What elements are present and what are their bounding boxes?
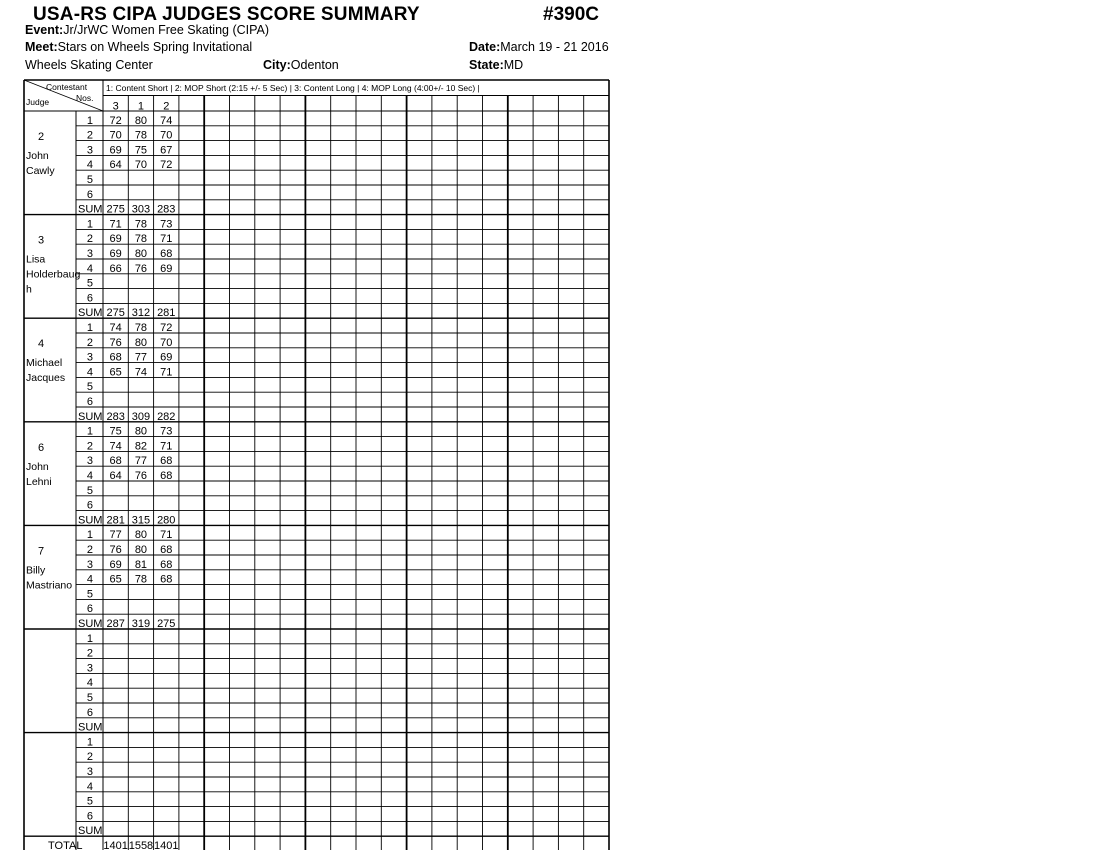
sum-value: 287 <box>106 618 125 630</box>
row-number: 1 <box>86 529 93 542</box>
total-value: 1401 <box>103 840 128 850</box>
row-number: 3 <box>86 662 93 675</box>
score-value: 72 <box>160 159 173 172</box>
sum-value: 281 <box>157 307 176 320</box>
score-value: 80 <box>134 114 148 127</box>
sum-value: 282 <box>157 410 176 423</box>
row-number: 5 <box>86 692 93 704</box>
score-value: 69 <box>160 262 173 275</box>
sum-label: SUM <box>78 514 103 527</box>
sum-label: SUM <box>78 410 103 423</box>
row-number: 4 <box>86 366 93 379</box>
row-number: 2 <box>86 440 93 453</box>
row-number: 4 <box>86 677 93 690</box>
judge-number: 4 <box>37 338 45 351</box>
row-number: 3 <box>86 558 93 571</box>
judge-number: 7 <box>37 545 45 558</box>
total-label: TOTAL <box>48 840 83 850</box>
score-value: 71 <box>160 366 173 379</box>
score-value: 82 <box>134 440 148 453</box>
row-number: 6 <box>86 188 93 201</box>
score-value: 77 <box>109 529 122 542</box>
score-value: 72 <box>109 114 122 127</box>
row-number: 5 <box>86 484 93 497</box>
sum-value: 283 <box>106 410 125 423</box>
judge-name: Holderbaug <box>26 268 81 281</box>
judge-number: 3 <box>37 234 45 247</box>
sum-value: 315 <box>131 514 151 527</box>
score-value: 77 <box>134 455 148 468</box>
row-number: 4 <box>86 780 93 793</box>
row-number: 2 <box>86 544 93 556</box>
score-value: 68 <box>109 455 122 468</box>
sum-value: 280 <box>157 514 176 527</box>
score-value: 75 <box>134 144 148 157</box>
score-value: 65 <box>109 573 122 586</box>
score-value: 65 <box>109 366 122 379</box>
sum-value: 275 <box>157 618 176 630</box>
sum-label: SUM <box>78 618 103 630</box>
judge-name: Mastriano <box>26 579 73 592</box>
sum-label: SUM <box>78 307 103 320</box>
score-value: 80 <box>134 544 148 556</box>
score-value: 76 <box>109 336 122 349</box>
judge-number: 6 <box>37 441 45 454</box>
venue-value: Wheels Skating Center <box>25 58 153 72</box>
row-number: 1 <box>86 736 93 749</box>
score-value: 69 <box>109 558 122 571</box>
sum-label: SUM <box>78 721 103 734</box>
judge-label: Judge <box>26 97 50 107</box>
row-number: 3 <box>86 351 93 364</box>
score-value: 68 <box>160 544 173 556</box>
row-number: 3 <box>86 248 93 260</box>
row-number: 1 <box>86 322 93 334</box>
judge-name: Cawly <box>26 165 55 177</box>
score-value: 73 <box>160 218 173 231</box>
row-number: 2 <box>86 233 93 246</box>
score-value: 76 <box>134 262 148 275</box>
row-number: 2 <box>86 129 93 142</box>
score-value: 78 <box>134 573 148 586</box>
score-value: 69 <box>160 351 173 364</box>
row-number: 5 <box>86 381 93 394</box>
row-number: 3 <box>86 144 93 157</box>
judge-name: Lehni <box>26 475 52 488</box>
date-label: Date: <box>469 40 501 54</box>
score-value: 78 <box>134 129 148 142</box>
row-number: 5 <box>86 174 93 186</box>
score-value: 69 <box>109 248 122 260</box>
score-value: 71 <box>160 440 173 453</box>
row-number: 3 <box>86 455 93 468</box>
row-number: 2 <box>86 336 93 349</box>
city-label: City: <box>263 58 291 72</box>
state-value: MD <box>503 58 524 72</box>
row-number: 1 <box>86 425 93 438</box>
sum-value: 309 <box>131 410 151 423</box>
score-value: 81 <box>134 558 148 571</box>
sum-label: SUM <box>78 203 103 216</box>
score-value: 68 <box>160 573 173 586</box>
contestant-number: 3 <box>112 100 119 113</box>
meet-value: Stars on Wheels Spring Invitational <box>57 40 253 54</box>
row-number: 4 <box>86 262 93 275</box>
row-number: 6 <box>86 706 93 719</box>
row-number: 5 <box>86 277 93 290</box>
sum-value: 281 <box>106 514 125 527</box>
sum-label: SUM <box>78 825 103 838</box>
row-number: 6 <box>86 396 93 408</box>
judge-name: John <box>26 150 49 162</box>
score-value: 70 <box>134 159 148 172</box>
score-value: 68 <box>109 351 122 364</box>
score-value: 68 <box>160 470 173 482</box>
row-number: 1 <box>86 114 93 127</box>
judge-number: 2 <box>37 131 45 143</box>
score-value: 80 <box>134 529 148 542</box>
row-number: 1 <box>86 218 93 231</box>
row-number: 3 <box>86 766 93 778</box>
score-value: 78 <box>134 233 148 246</box>
event-value: Jr/JrWC Women Free Skating (CIPA) <box>63 23 270 37</box>
score-value: 74 <box>160 114 173 127</box>
score-value: 70 <box>160 129 173 142</box>
sum-value: 275 <box>106 307 125 320</box>
score-value: 70 <box>160 336 173 349</box>
score-value: 74 <box>134 366 148 379</box>
contestant-number: 1 <box>137 100 145 113</box>
form-number: #390C <box>543 4 599 25</box>
state-label: State: <box>469 58 504 72</box>
row-number: 4 <box>86 470 93 482</box>
score-value: 74 <box>109 440 122 453</box>
score-value: 71 <box>160 233 173 246</box>
score-value: 71 <box>160 529 173 542</box>
score-value: 72 <box>160 322 173 334</box>
sum-value: 319 <box>131 618 151 630</box>
legend-text: 1: Content Short | 2: MOP Short (2:15 +/- 5 Sec) | 3: Content Long | 4: MOP Long (4:00+/- 10 Sec) | <box>106 83 480 93</box>
total-value: 1401 <box>154 840 179 850</box>
score-value: 80 <box>134 425 148 438</box>
row-number: 2 <box>86 751 93 764</box>
contestant-label: Contestant <box>46 82 88 92</box>
score-value: 78 <box>134 218 148 231</box>
judge-name: Billy <box>26 564 46 577</box>
judge-name: Lisa <box>26 253 46 266</box>
city-value: Odenton <box>290 58 339 72</box>
row-number: 6 <box>86 292 93 305</box>
row-number: 1 <box>86 632 93 645</box>
score-value: 66 <box>109 262 122 275</box>
contestant-number: 2 <box>163 100 170 113</box>
score-value: 73 <box>160 425 173 438</box>
row-number: 5 <box>86 795 93 808</box>
score-value: 69 <box>109 144 122 157</box>
score-value: 77 <box>134 351 148 364</box>
judge-name: Jacques <box>26 372 66 385</box>
score-value: 64 <box>109 470 122 482</box>
score-value: 68 <box>160 558 173 571</box>
page-title: USA-RS CIPA JUDGES SCORE SUMMARY <box>33 4 420 25</box>
date-value: March 19 - 21 2016 <box>500 40 609 54</box>
score-value: 74 <box>109 322 122 334</box>
row-number: 4 <box>86 159 93 172</box>
total-value: 1558 <box>128 840 154 850</box>
score-value: 80 <box>134 248 148 260</box>
score-value: 68 <box>160 455 173 468</box>
row-number: 2 <box>86 647 93 660</box>
score-value: 70 <box>109 129 122 142</box>
judge-name: John <box>26 460 49 473</box>
judge-name: Michael <box>26 357 63 370</box>
sum-value: 275 <box>106 203 125 216</box>
row-number: 5 <box>86 588 93 601</box>
score-value: 69 <box>109 233 122 246</box>
score-value: 76 <box>134 470 148 482</box>
row-number: 6 <box>86 499 93 512</box>
nos-label: Nos. <box>76 93 94 103</box>
row-number: 6 <box>86 810 93 823</box>
row-number: 6 <box>86 603 93 616</box>
meet-label: Meet: <box>25 40 58 54</box>
score-value: 64 <box>109 159 122 172</box>
sum-value: 283 <box>157 203 176 216</box>
score-value: 75 <box>109 425 122 438</box>
score-value: 76 <box>109 544 122 556</box>
event-label: Event: <box>25 23 64 37</box>
score-value: 68 <box>160 248 173 260</box>
score-value: 80 <box>134 336 148 349</box>
row-number: 4 <box>86 573 93 586</box>
score-value: 78 <box>134 322 148 334</box>
judge-name: h <box>26 283 32 296</box>
score-value: 67 <box>160 144 173 157</box>
sum-value: 303 <box>131 203 151 216</box>
sum-value: 312 <box>131 307 151 320</box>
score-value: 71 <box>109 218 122 231</box>
